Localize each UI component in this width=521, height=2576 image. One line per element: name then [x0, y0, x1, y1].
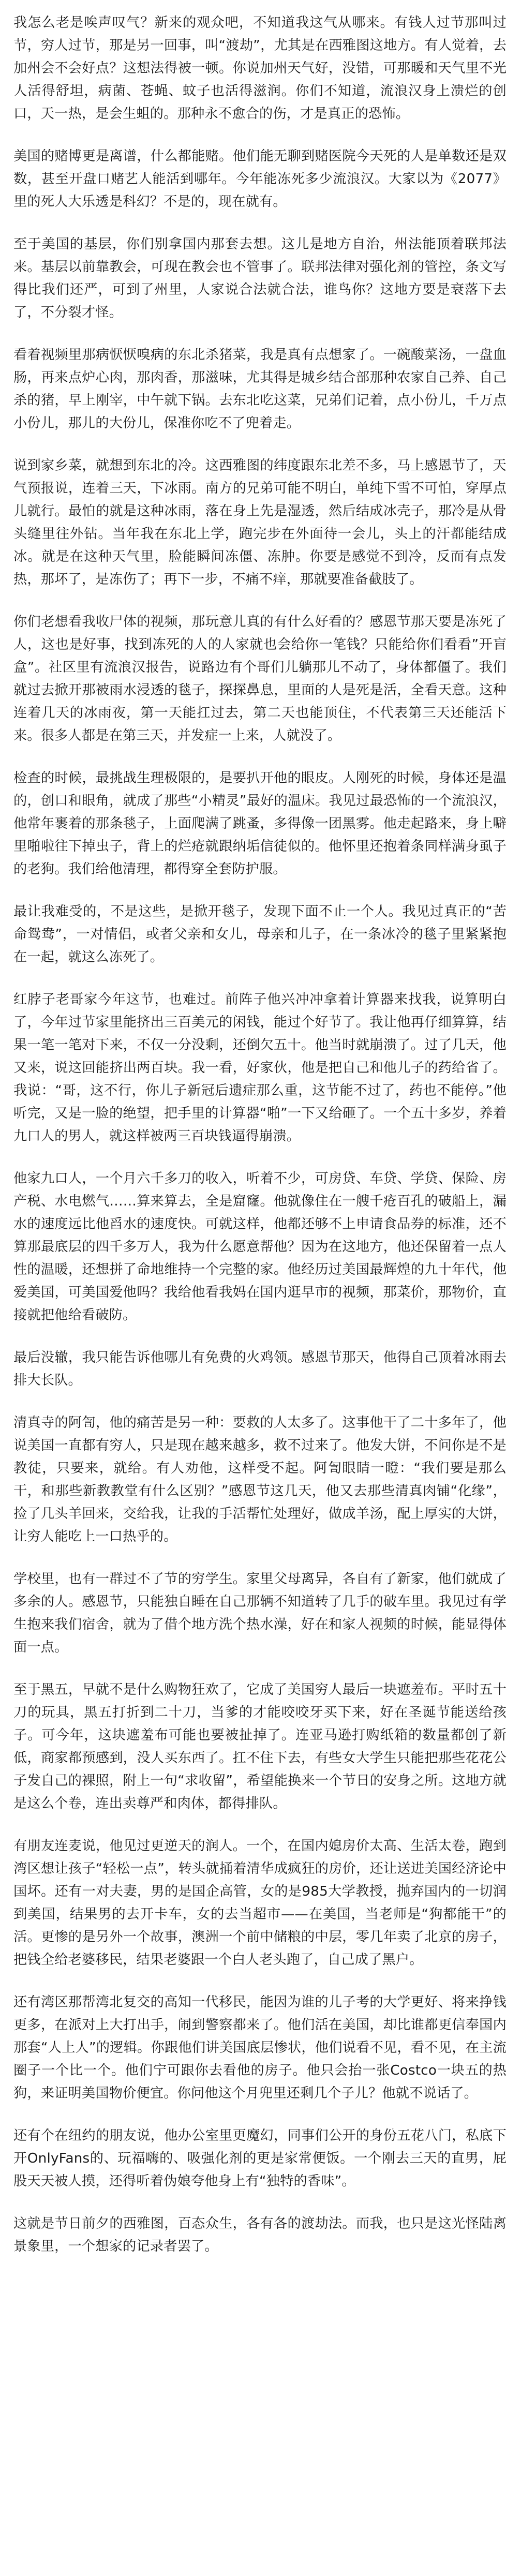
paragraph-3: 至于美国的基层，你们别拿国内那套去想。这儿是地方自治，州法能顶着联邦法来。基层以前靠教会，可现在教会也不管事了。联邦法律对强化剂的管控，条文写得比我们还严，可到了州里，人家说合法就合法，谁鸟你？这地方要是衰落下去了，不分裂才怪。 [13, 236, 507, 320]
paragraph-13: 学校里，也有一群过不了节的穷学生。家里父母离异，各自有了新家，他们就成了多余的人。感恩节，只能独自睡在自己那辆不知道转了几手的破车里。我见过有学生抱来我们宿舍，就为了借个地方洗个热水澡，好在和家人视频的时候，能显得体面一点。 [13, 1571, 507, 1655]
paragraph-5: 说到家乡菜，就想到东北的冷。这西雅图的纬度跟东北差不多，马上感恩节了，天气预报说，连着三天，下冰雨。南方的兄弟可能不明白，单纯下雪不可怕，穿厚点儿就行。最怕的就是这种冰雨，落在身上先是湿透，然后结成冰壳子，那冷是从骨头缝里往外钻。当年我在东北上学，跑完步在外面待一会儿，头上的汗都能结成冰。就是在这种天气里，脸能瞬间冻僵、冻肿。你要是感觉不到冷，反而有点发热，那坏了，是冻伤了；再下一步，不痛不痒，那就要准备截肢了。 [13, 458, 507, 587]
paragraph-11: 最后没辙，我只能告诉他哪儿有免费的火鸡领。感恩节那天，他得自己顶着冰雨去排大长队。 [13, 1350, 507, 1388]
paragraph-2: 美国的赌博更是离谱，什么都能赌。他们能无聊到赌医院今天死的人是单数还是双数，甚至开盘口赌艺人能活到哪年。今年能冻死多少流浪汉。大家以为《2077》里的死人大乐透是科幻？不是的，现在就有。 [13, 148, 507, 210]
paragraph-9: 红脖子老哥家今年这节，也难过。前阵子他兴冲冲拿着计算器来找我，说算明白了，今年过节家里能挤出三百美元的闲钱，能过个好节了。我让他再仔细算算，结果一笔一笔对下来，不仅一分没剩，还倒欠五十。他当时就崩溃了。过了几天，他又来，说这回能挤出两百块。我一看，好家伙，他是把自己和他儿子的药给省了。我说：“哥，这不行，你儿子新冠后遗症那么重，这节能不过了，药也不能停。”他听完，又是一脸的绝望，把手里的计算器“啪”一下又给砸了。一个五十多岁，养着九口人的男人，就这样被两三百块钱逼得崩溃。 [13, 992, 507, 1144]
paragraph-1: 我怎么老是唉声叹气？新来的观众吧，不知道我这气从哪来。有钱人过节那叫过节，穷人过节，那是另一回事，叫“渡劫”，尤其是在西雅图这地方。有人觉着，去加州会不会好点？这想法得被一顿。你说加州天气好，没错，可那暖和天气里不光人活得舒坦，病菌、苍蝇、蚊子也活得滋润。你们不知道，流浪汉身上溃烂的创口，天一热，是会生蛆的。那种永不愈合的伤，才是真正的恐怖。 [13, 15, 507, 122]
paragraph-12: 清真寺的阿訇，他的痛苦是另一种：要救的人太多了。这事他干了二十多年了，他说美国一直都有穷人，只是现在越来越多，救不过来了。他发大饼，不问你是不是教徒，只要来，就给。有人劝他，这样受不起。阿訇眼睛一瞪：“我们要是那么干，和那些新教教堂有什么区别？”感恩节这几天，他又去那些清真肉铺“化缘”，捡了几头羊回来，交给我，让我的手活帮忙处理好，做成羊汤，配上厚实的大饼，让穷人能吃上一口热乎的。 [13, 1415, 507, 1544]
paragraph-15: 有朋友连麦说，他见过更逆天的润人。一个，在国内媳房价太高、生活太卷，跑到湾区想让孩子“轻松一点”，转头就捅着清华成疯狂的房价，还让送进美国经济论中国坏。还有一对夫妻，男的是国企高管，女的是985大学教授，抛弃国内的一切润到美国，结果男的去开卡车，女的去当超市——在美国，当老师是“狗都能干”的活。更惨的是另外一个故事，澳洲一个前中储粮的中层，零几年卖了北京的房子，把钱全给老婆移民，结果老婆跟一个白人老头跑了，自己成了黑户。 [13, 1838, 507, 1968]
paragraph-17: 还有个在纽约的朋友说，他办公室里更魔幻，同事们公开的身份五花八门，私底下开OnlyFans的、玩福嗨的、吸强化剂的更是家常便饭。一个刚去三天的直男，屁股天天被人摸，还得听着伪娘夸他身上有“独特的香味”。 [13, 2128, 507, 2189]
paragraph-10: 他家九口人，一个月六千多刀的收入，听着不少，可房贷、车贷、学贷、保险、房产税、水电燃气……算来算去，全是窟窿。他就像住在一艘千疮百孔的破船上，漏水的速度远比他舀水的速度快。可就这样，他都还够不上申请食品券的标准，还不算那最底层的四千多万人，我为什么愿意帮他？因为在这地方，他还保留着一点人性的温暖，还想拼了命地维持一个完整的家。他经历过美国最辉煌的九十年代，他爱美国，可美国爱他吗？我给他看我妈在国内逛早市的视频，那菜价，那物价，直接就把他给看破防。 [13, 1171, 507, 1323]
paragraph-8: 最让我难受的，不是这些，是掀开毯子，发现下面不止一个人。我见过真正的“苦命鸳鸯”，一对情侣，或者父亲和女儿，母亲和儿子，在一条冰冷的毯子里紧紧抱在一起，就这么冻死了。 [13, 904, 507, 965]
paragraph-16: 还有湾区那帮湾北复交的高知一代移民，能因为谁的儿子考的大学更好、将来挣钱更多，在派对上大打出手，闹到警察都来了。他们活在美国，却比谁都更信奉国内那套“人上人”的逻辑。你跟他们讲美国底层惨状，他们说看不见，看不见，在主流圈子一个比一个。他们宁可跟你去看他的房子。他只会抬一张Costco一块五的热狗，来证明美国物价便宜。你问他这个月兜里还剩几个子儿？他就不说话了。 [13, 1994, 507, 2101]
paragraph-4: 看着视频里那病恹恹嗅病的东北杀猪菜，我是真有点想家了。一碗酸菜汤，一盘血肠，再来点炉心肉，那肉香，那滋味，尤其得是城乡结合部那种农家自己养、自己杀的猪，早上刚宰，中午就下锅。去东北吃这菜，兄弟们记着，点小份儿，千万点小份儿，那儿的大份儿，保准你吃不了兜着走。 [13, 347, 507, 431]
paragraph-6: 你们老想看我收尸体的视频，那玩意儿真的有什么好看的？感恩节那天要是冻死了人，这也是好事，找到冻死的人的人家就也会给你一笔钱？只能给你们看看”开盲盒”。社区里有流浪汉报告，说路边有个哥们儿躺那儿不动了，身体都僵了。我们就过去掀开那被雨水浸透的毯子，探探鼻息，里面的人是死是活，全看天意。这种连着几天的冰雨夜，第一天能扛过去，第二天也能顶住，不代表第三天还能活下来。很多人都是在第三天，并发症一上来，人就没了。 [13, 614, 507, 743]
paragraph-14: 至于黑五，早就不是什么购物狂欢了，它成了美国穷人最后一块遮羞布。平时五十刀的玩具，黑五打折到二十刀，当爹的才能咬咬牙买下来，好在圣诞节能送给孩子。可今年，这块遮羞布可能也要被扯掉了。连亚马逊打购纸箱的数量都创了新低，商家都预感到，没人买东西了。扛不住下去，有些女大学生只能把那些花花公子发自己的裸照，附上一句“求收留”，希望能换来一个节日的安身之所。这地方就是这么个卷，连出卖尊严和肉体，都得排队。 [13, 1682, 507, 1811]
paragraph-7: 检查的时候，最挑战生理极限的，是要扒开他的眼皮。人刚死的时候，身体还是温的，创口和眼角，就成了那些“小精灵”最好的温床。我见过最恐怖的一个流浪汉，他常年裹着的那条毯子，上面爬满了跳蚤，多得像一团黑雾。他走起路来，身上噼里啪啦往下掉虫子，背上的烂疮就跟纳垢信徒似的。他怀里还抱着条同样满身虱子的老狗。我们给他清理，都得穿全套防护服。 [13, 770, 507, 877]
paragraph-18: 这就是节日前夕的西雅图，百态众生，各有各的渡劫法。而我，也只是这光怪陆离景象里，一个想家的记录者罢了。 [13, 2216, 507, 2254]
